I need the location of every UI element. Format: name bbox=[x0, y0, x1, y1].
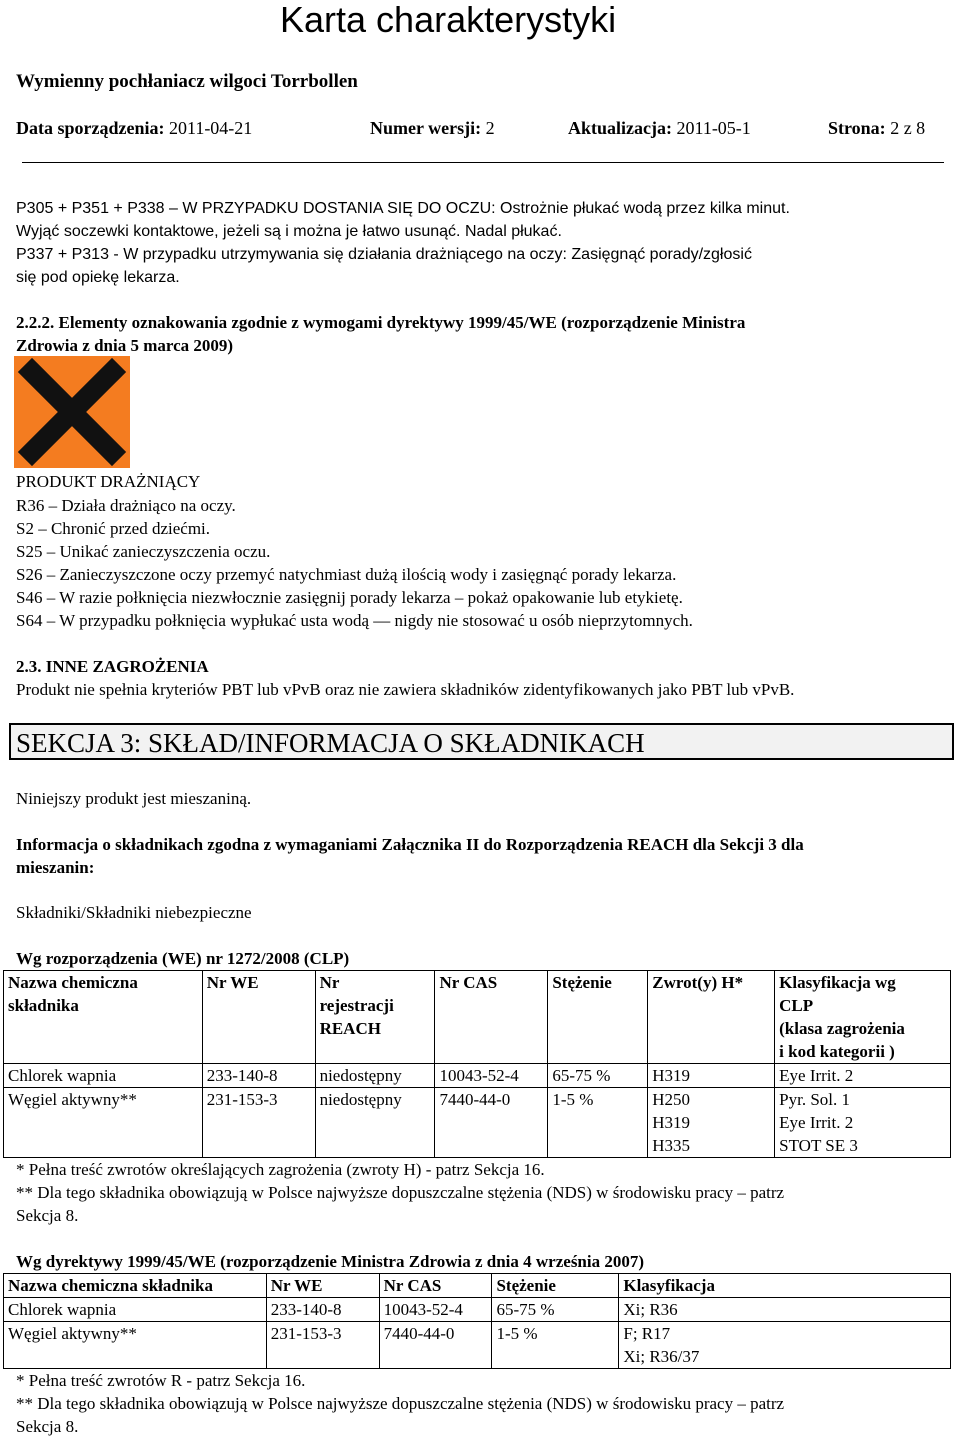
meta-update-value: 2011-05-1 bbox=[671, 118, 751, 138]
clp-table-header-cell: Nr rejestracji REACH bbox=[315, 971, 435, 1064]
dsd-table-cell: 1-5 % bbox=[492, 1322, 619, 1369]
meta-update bbox=[568, 117, 751, 139]
clp-table-header-cell: Nr WE bbox=[202, 971, 315, 1064]
meta-version-label: Numer wersji: bbox=[370, 118, 482, 138]
reach-info-heading: Informacja o składnikach zgodna z wymaganiami Załącznika II do Rozporządzenia REACH dla Sekcji 3 dla bbox=[16, 835, 804, 854]
precaution-line: Wyjąć soczewki kontaktowe, jeżeli są i można je łatwo usunąć. Nadal płukać. bbox=[16, 223, 562, 240]
dsd-note-nds: ** Dla tego składnika obowiązują w Polsce najwyższe dopuszczalne stężenia (NDS) w środowisku pracy – patrz bbox=[16, 1394, 785, 1413]
clp-heading: Wg rozporządzenia (WE) nr 1272/2008 (CLP) bbox=[16, 949, 350, 968]
dsd-table-header-cell: Nr CAS bbox=[379, 1274, 492, 1298]
clp-table-cell: H250 H319 H335 bbox=[648, 1088, 775, 1158]
dsd-table-row bbox=[4, 1322, 951, 1369]
document-title: Karta charakterystyki bbox=[280, 0, 617, 40]
dsd-table-cell: 65-75 % bbox=[492, 1298, 619, 1322]
meta-update-label: Aktualizacja: bbox=[568, 118, 672, 138]
meta-date-label: Data sporządzenia: bbox=[16, 118, 165, 138]
clp-table-cell: 231-153-3 bbox=[202, 1088, 315, 1158]
dsd-note-nds-cont: Sekcja 8. bbox=[16, 1417, 79, 1436]
dsd-table-cell: 7440-44-0 bbox=[379, 1322, 492, 1369]
dsd-table-row bbox=[4, 1298, 951, 1322]
clp-note-nds-cont: Sekcja 8. bbox=[16, 1206, 79, 1225]
clp-table-header-cell: Nazwa chemiczna składnika bbox=[4, 971, 203, 1064]
section-23-heading: 2.3. INNE ZAGROŻENIA bbox=[16, 657, 209, 676]
precaution-line: się pod opiekę lekarza. bbox=[16, 269, 180, 286]
dsd-table bbox=[3, 1273, 951, 1369]
meta-page bbox=[828, 117, 925, 139]
clp-table-header-cell: Klasyfikacja wg CLP (klasa zagrożenia i kod kategorii ) bbox=[775, 971, 951, 1064]
clp-table-cell: 1-5 % bbox=[548, 1088, 648, 1158]
label-line: S2 – Chronić przed dziećmi. bbox=[16, 519, 211, 538]
dsd-table-cell: F; R17 Xi; R36/37 bbox=[619, 1322, 951, 1369]
dangerous-components-label: Składniki/Składniki niebezpieczne bbox=[16, 903, 252, 922]
dsd-table-cell: 233-140-8 bbox=[266, 1298, 379, 1322]
clp-table-header-cell: Nr CAS bbox=[435, 971, 548, 1064]
dsd-heading: Wg dyrektywy 1999/45/WE (rozporządzenie Ministra Zdrowia z dnia 4 września 2007) bbox=[16, 1252, 645, 1271]
clp-table-cell: Eye Irrit. 2 bbox=[775, 1064, 951, 1088]
label-line: S64 – W przypadku połknięcia wypłukać usta wodą — nigdy nie stosować u osób nieprzytomnych. bbox=[16, 611, 693, 630]
dsd-table-header-row bbox=[4, 1274, 951, 1298]
clp-note-nds: ** Dla tego składnika obowiązują w Polsce najwyższe dopuszczalne stężenia (NDS) w środowisku pracy – patrz bbox=[16, 1183, 785, 1202]
clp-table-cell: 7440-44-0 bbox=[435, 1088, 548, 1158]
label-line: S25 – Unikać zanieczyszczenia oczu. bbox=[16, 542, 271, 561]
reach-info-heading-cont: mieszanin: bbox=[16, 858, 95, 877]
clp-table-cell: Chlorek wapnia bbox=[4, 1064, 203, 1088]
clp-table-row bbox=[4, 1064, 951, 1088]
section-23-text: Produkt nie spełnia kryteriów PBT lub vPvB oraz nie zawiera składników zidentyfikowanych jako PBT lub vPvB. bbox=[16, 680, 795, 699]
label-line: R36 – Działa drażniąco na oczy. bbox=[16, 496, 236, 515]
dsd-table-cell: Xi; R36 bbox=[619, 1298, 951, 1322]
precaution-line: P305 + P351 + P338 – W PRZYPADKU DOSTANIA SIĘ DO OCZU: Ostrożnie płukać wodą przez kilka minut. bbox=[16, 200, 790, 217]
clp-table-row bbox=[4, 1088, 951, 1158]
dsd-table-cell: 231-153-3 bbox=[266, 1322, 379, 1369]
clp-table-header-row bbox=[4, 971, 951, 1064]
section-222-heading-cont: Zdrowia z dnia 5 marca 2009) bbox=[16, 336, 234, 355]
mixture-statement: Niniejszy produkt jest mieszaniną. bbox=[16, 789, 252, 808]
clp-table-cell: niedostępny bbox=[315, 1088, 435, 1158]
section-222-heading: 2.2.2. Elementy oznakowania zgodnie z wymogami dyrektywy 1999/45/WE (rozporządzenie Ministra bbox=[16, 313, 746, 332]
clp-table-header-cell: Stężenie bbox=[548, 971, 648, 1064]
dsd-table-header-cell: Nazwa chemiczna składnika bbox=[4, 1274, 267, 1298]
product-name: Wymienny pochłaniacz wilgoci Torrbollen bbox=[16, 71, 358, 92]
label-line: PRODUKT DRAŻNIĄCY bbox=[16, 472, 201, 491]
dsd-table-cell: Węgiel aktywny** bbox=[4, 1322, 267, 1369]
section-3-title-box bbox=[9, 723, 954, 760]
clp-note-h-phrases: * Pełna treść zwrotów określających zagrożenia (zwroty H) - patrz Sekcja 16. bbox=[16, 1160, 545, 1179]
meta-page-label: Strona: bbox=[828, 118, 886, 138]
dsd-table-cell: Chlorek wapnia bbox=[4, 1298, 267, 1322]
irritant-x-icon bbox=[14, 356, 130, 468]
clp-table-cell: Węgiel aktywny** bbox=[4, 1088, 203, 1158]
clp-table-cell: niedostępny bbox=[315, 1064, 435, 1088]
meta-version bbox=[370, 117, 495, 139]
meta-date bbox=[16, 117, 252, 139]
dsd-table-header-cell: Stężenie bbox=[492, 1274, 619, 1298]
meta-page-value: 2 z 8 bbox=[885, 118, 926, 138]
dsd-table-cell: 10043-52-4 bbox=[379, 1298, 492, 1322]
clp-table-cell: 10043-52-4 bbox=[435, 1064, 548, 1088]
clp-table-cell: Pyr. Sol. 1 Eye Irrit. 2 STOT SE 3 bbox=[775, 1088, 951, 1158]
clp-table-cell: H319 bbox=[648, 1064, 775, 1088]
dsd-table-header-cell: Klasyfikacja bbox=[619, 1274, 951, 1298]
label-line: S26 – Zanieczyszczone oczy przemyć natychmiast dużą ilością wody i zasięgnąć porady lekarza. bbox=[16, 565, 677, 584]
clp-table bbox=[3, 970, 951, 1158]
dsd-note-r-phrases: * Pełna treść zwrotów R - patrz Sekcja 16. bbox=[16, 1371, 306, 1390]
meta-version-value: 2 bbox=[481, 118, 495, 138]
clp-table-cell: 233-140-8 bbox=[202, 1064, 315, 1088]
label-line: S46 – W razie połknięcia niezwłocznie zasięgnij porady lekarza – pokaż opakowanie lub etykietę. bbox=[16, 588, 683, 607]
dsd-table-header-cell: Nr WE bbox=[266, 1274, 379, 1298]
section-3-title: SEKCJA 3: SKŁAD/INFORMACJA O SKŁADNIKACH bbox=[16, 728, 645, 758]
header-divider bbox=[22, 162, 944, 163]
meta-date-value: 2011-04-21 bbox=[164, 118, 253, 138]
clp-table-cell: 65-75 % bbox=[548, 1064, 648, 1088]
precaution-line: P337 + P313 - W przypadku utrzymywania się działania drażniącego na oczy: Zasięgnąć porady/zgłosić bbox=[16, 246, 752, 263]
clp-table-header-cell: Zwrot(y) H* bbox=[648, 971, 775, 1064]
